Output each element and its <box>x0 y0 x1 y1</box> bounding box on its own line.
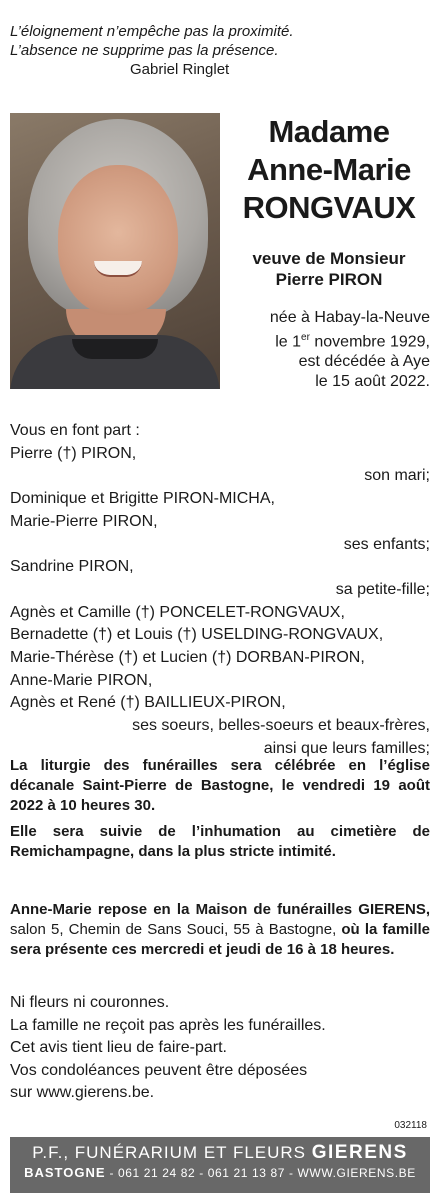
family-role: sa petite-fille; <box>335 580 430 598</box>
deceased-first-name: Anne-Marie <box>247 152 411 187</box>
death-date: le 15 août 2022. <box>315 373 430 391</box>
closing-line: La famille ne reçoit pas après les funérailles. <box>10 1016 326 1034</box>
family-member: Pierre (†) PIRON, <box>10 444 137 462</box>
family-member: Dominique et Brigitte PIRON-MICHA, <box>10 490 275 508</box>
deceased-last-name: RONGVAUX <box>242 190 416 225</box>
family-member: Marie-Thérèse (†) et Lucien (†) DORBAN-PIRON, <box>10 649 365 667</box>
family-role: ses soeurs, belles-soeurs et beaux-frères, <box>132 717 430 735</box>
death-place: est décédée à Aye <box>298 353 430 371</box>
reference-code: 032118 <box>394 1120 427 1131</box>
quote-line: L’éloignement n’empêche pas la proximité. <box>10 23 294 40</box>
funeral-home-banner <box>10 1137 430 1193</box>
birth-date: le 1er novembre 1929, <box>275 332 430 351</box>
brand-name: GIERENS <box>311 1142 408 1163</box>
closing-line: sur www.gierens.be. <box>10 1084 155 1101</box>
burial-text: Elle sera suivie de l’inhumation au cimetière de Remichampagne, dans la plus stricte intimité. <box>10 823 430 860</box>
widow-of <box>228 248 430 290</box>
portrait-photo <box>10 113 220 389</box>
birth-place: née à Habay-la-Neuve <box>269 309 430 326</box>
family-member: Anne-Marie PIRON, <box>10 671 153 689</box>
closing-line: Vos condoléances peuvent être déposées <box>10 1061 308 1079</box>
family-role: ainsi que leurs familles; <box>263 739 430 757</box>
quote-line: L’absence ne supprime pas la présence. <box>10 42 279 59</box>
family-role: son mari; <box>364 467 430 485</box>
family-member: Agnès et René (†) BAILLIEUX-PIRON, <box>10 694 286 712</box>
birth-death-info <box>228 308 430 392</box>
banner-line1: P.F., FUNÉRARIUM ET FLEURS GIERENS <box>32 1142 408 1163</box>
visitation-text: Anne-Marie repose en la Maison de funérailles GIERENS, salon 5, Chemin de Sans Souci, 55 à Bastogne, où la famille sera présente ces mercredi et jeudi de 16 à 18 heures. <box>10 901 430 958</box>
family-role: ses enfants; <box>343 535 430 553</box>
family-member: Bernadette (†) et Louis (†) USELDING-RONGVAUX, <box>10 626 384 644</box>
family-list <box>10 420 430 761</box>
banner-line2: BASTOGNE - 061 21 24 82 - 061 21 13 87 - WWW.GIERENS.BE <box>24 1165 416 1180</box>
quote-author: Gabriel Ringlet <box>130 61 230 78</box>
widow-line: veuve de Monsieur <box>252 249 406 268</box>
widow-line: Pierre PIRON <box>275 270 383 289</box>
deceased-title: Madame <box>268 114 390 149</box>
deceased-name <box>228 113 430 227</box>
family-member: Agnès et Camille (†) PONCELET-RONGVAUX, <box>10 603 345 621</box>
city-name: BASTOGNE <box>24 1165 106 1180</box>
closing-line: Ni fleurs ni couronnes. <box>10 994 170 1011</box>
closing-notes <box>10 992 430 1105</box>
closing-line: Cet avis tient lieu de faire-part. <box>10 1039 227 1056</box>
family-member: Marie-Pierre PIRON, <box>10 512 158 530</box>
family-intro: Vous en font part : <box>10 422 140 439</box>
quote-block <box>10 22 430 79</box>
liturgy-text: La liturgie des funérailles sera célébrée en l’église décanale Saint-Pierre de Bastogne, le vendredi 19 août 2022 à 10 heures 30. <box>10 757 430 814</box>
family-member: Sandrine PIRON, <box>10 558 134 576</box>
